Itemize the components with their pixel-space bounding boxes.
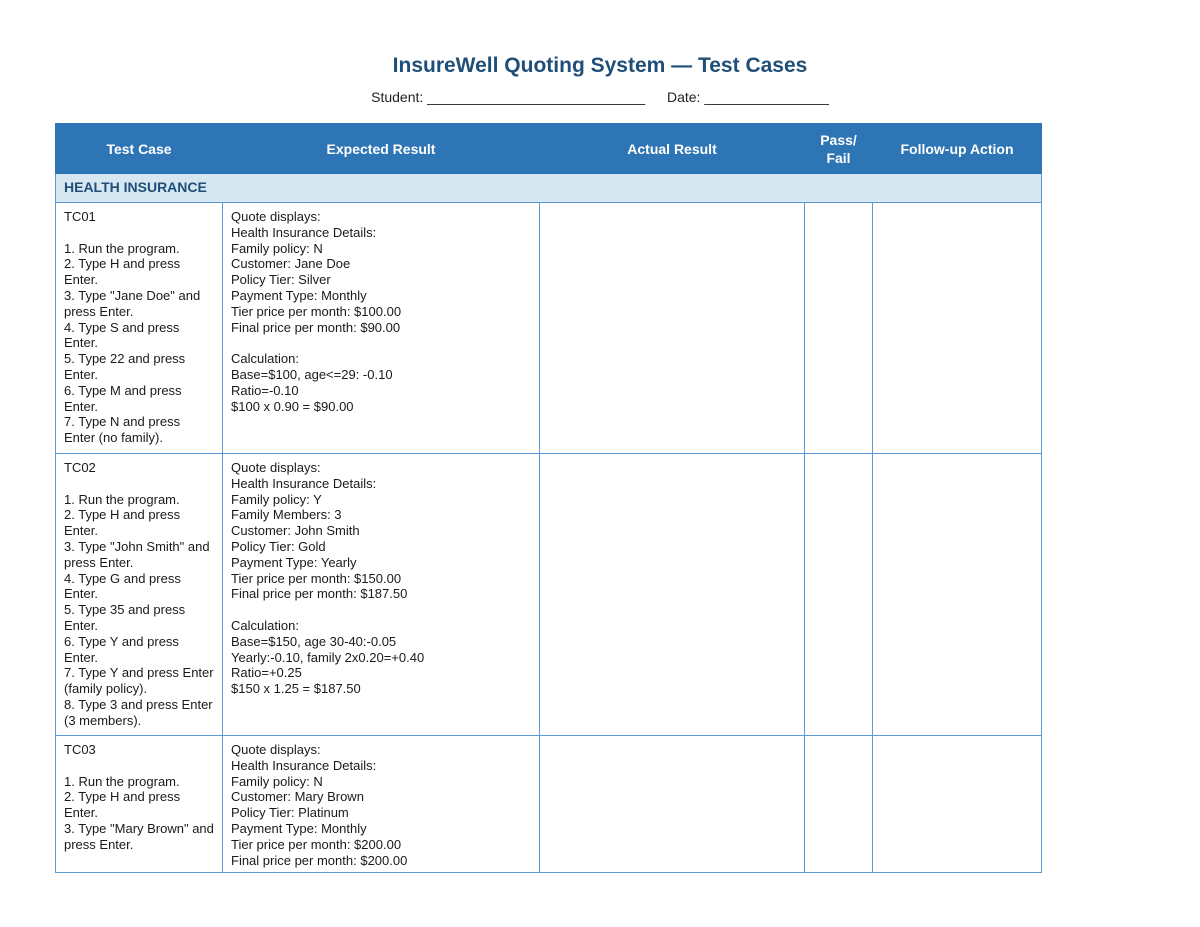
calculation-line: $100 x 0.90 = $90.00 xyxy=(231,398,354,414)
calculation-line: Ratio=+0.25 xyxy=(231,665,302,681)
expected-line: Tier price per month: $100.00 xyxy=(231,303,402,319)
blank-line xyxy=(64,225,214,241)
date-blank[interactable]: ________________ xyxy=(704,89,829,105)
expected-line: Final price per month: $90.00 xyxy=(231,319,401,335)
student-label: Student: xyxy=(371,89,424,105)
date-label: Date: xyxy=(666,89,701,105)
column-header-actual-result: Actual Result xyxy=(540,124,805,174)
column-header-test-case: Test Case xyxy=(56,124,223,174)
expected-line: Policy Tier: Platinum xyxy=(231,805,349,821)
test-step: 6. Type M and press Enter. xyxy=(64,382,186,414)
student-date-line xyxy=(0,89,1200,105)
column-header-pass-fail: Pass/ Fail xyxy=(805,124,873,174)
blank-line xyxy=(231,335,531,351)
test-step: 3. Type "Jane Doe" and press Enter. xyxy=(64,287,204,319)
expected-line: Payment Type: Monthly xyxy=(231,820,367,836)
actual-result-cell[interactable] xyxy=(540,203,805,454)
test-step: 4. Type S and press Enter. xyxy=(64,319,184,351)
expected-result-cell xyxy=(223,203,540,454)
table-header-row xyxy=(56,124,1042,174)
expected-line: Health Insurance Details: xyxy=(231,757,377,773)
expected-line: Final price per month: $200.00 xyxy=(231,852,408,868)
table-row xyxy=(56,736,1042,873)
calculation-line: $150 x 1.25 = $187.50 xyxy=(231,681,361,697)
column-header-expected-result: Expected Result xyxy=(223,124,540,174)
test-case-id: TC03 xyxy=(64,742,96,757)
test-step: 3. Type "Mary Brown" and press Enter. xyxy=(64,820,218,852)
test-step: 2. Type H and press Enter. xyxy=(64,789,184,821)
expected-line: Quote displays: xyxy=(231,742,321,757)
follow-up-action-cell[interactable] xyxy=(873,736,1042,873)
blank-line xyxy=(64,758,214,774)
page-title: InsureWell Quoting System — Test Cases xyxy=(392,54,808,77)
expected-line: Customer: John Smith xyxy=(231,523,360,539)
blank-line xyxy=(64,476,214,492)
expected-line: Customer: Jane Doe xyxy=(231,256,351,272)
expected-line: Health Insurance Details: xyxy=(231,475,377,491)
expected-line: Payment Type: Yearly xyxy=(231,554,357,570)
test-step: 7. Type Y and press Enter (family policy). xyxy=(64,665,218,697)
expected-line: Policy Tier: Silver xyxy=(231,272,331,288)
expected-line: Tier price per month: $150.00 xyxy=(231,570,402,586)
test-case-cell xyxy=(56,736,223,873)
pass-fail-cell[interactable] xyxy=(805,454,873,736)
table-row xyxy=(56,203,1042,454)
calculation-line: Yearly:-0.10, family 2x0.20=+0.40 xyxy=(231,649,425,665)
test-step: 5. Type 22 and press Enter. xyxy=(64,351,189,382)
expected-line: Family policy: N xyxy=(231,240,323,256)
expected-line: Customer: Mary Brown xyxy=(231,789,364,805)
expected-result-cell xyxy=(223,454,540,736)
follow-up-action-cell[interactable] xyxy=(873,454,1042,736)
test-step: 2. Type H and press Enter. xyxy=(64,256,184,288)
expected-line: Health Insurance Details: xyxy=(231,224,377,240)
section-row-health-insurance xyxy=(56,174,1042,203)
pass-fail-cell[interactable] xyxy=(805,203,873,454)
section-label: HEALTH INSURANCE xyxy=(56,174,1042,203)
actual-result-cell[interactable] xyxy=(540,736,805,873)
test-step: 4. Type G and press Enter. xyxy=(64,570,185,602)
column-header-follow-up-action: Follow-up Action xyxy=(873,124,1042,174)
actual-result-cell[interactable] xyxy=(540,454,805,736)
test-step: 1. Run the program. xyxy=(64,773,180,789)
test-case-cell xyxy=(56,203,223,454)
test-case-id: TC02 xyxy=(64,460,96,475)
expected-line: Policy Tier: Gold xyxy=(231,538,326,554)
test-step: 7. Type N and press Enter (no family). xyxy=(64,414,184,446)
test-case-id: TC01 xyxy=(64,209,96,224)
expected-result-cell xyxy=(223,736,540,873)
test-step: 3. Type "John Smith" and press Enter. xyxy=(64,538,214,570)
expected-line: Family policy: N xyxy=(231,773,323,789)
pass-fail-cell[interactable] xyxy=(805,736,873,873)
calculation-line: Calculation: xyxy=(231,617,299,633)
test-step: 2. Type H and press Enter. xyxy=(64,507,184,539)
follow-up-action-cell[interactable] xyxy=(873,203,1042,454)
expected-line: Quote displays: xyxy=(231,460,321,475)
expected-line: Quote displays: xyxy=(231,209,321,224)
test-step: 5. Type 35 and press Enter. xyxy=(64,602,189,633)
expected-line: Family policy: Y xyxy=(231,491,322,507)
student-blank[interactable]: ____________________________ xyxy=(427,89,646,105)
test-case-table xyxy=(55,123,1042,873)
calculation-line: Base=$150, age 30-40:-0.05 xyxy=(231,633,397,649)
test-step: 1. Run the program. xyxy=(64,491,180,507)
test-step: 8. Type 3 and press Enter (3 members). xyxy=(64,696,217,728)
expected-line: Final price per month: $187.50 xyxy=(231,586,408,602)
expected-line: Family Members: 3 xyxy=(231,507,342,523)
blank-line xyxy=(231,602,531,618)
table-row xyxy=(56,454,1042,736)
expected-line: Payment Type: Monthly xyxy=(231,287,367,303)
calculation-line: Calculation: xyxy=(231,351,299,367)
calculation-line: Ratio=-0.10 xyxy=(231,382,299,398)
test-step: 1. Run the program. xyxy=(64,240,180,256)
calculation-line: Base=$100, age<=29: -0.10 xyxy=(231,366,393,382)
expected-line: Tier price per month: $200.00 xyxy=(231,836,402,852)
test-step: 6. Type Y and press Enter. xyxy=(64,633,183,665)
test-case-cell xyxy=(56,454,223,736)
